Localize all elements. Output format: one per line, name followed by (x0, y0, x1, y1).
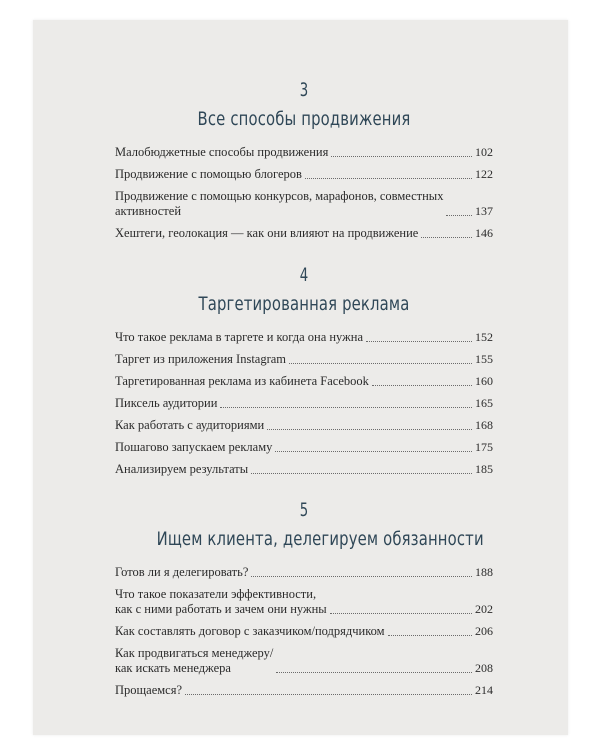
toc-list (115, 565, 493, 698)
toc-entry-page: 175 (475, 440, 493, 454)
leader-dots (372, 385, 472, 386)
chapter-number: 4 (299, 264, 309, 286)
toc-entry[interactable] (115, 440, 493, 455)
toc-entry-page: 137 (475, 204, 493, 218)
toc-entry-title: Как продвигаться менеджеру/ как искать менеджера (115, 646, 274, 675)
leader-dots (305, 178, 472, 179)
leader-dots (276, 672, 472, 673)
toc-entry-title: Продвижение с помощью конкурсов, марафонов, совместных активностей (115, 189, 444, 218)
toc-entry[interactable] (115, 646, 493, 676)
toc-entry-page: 122 (475, 167, 493, 181)
toc-entry-page: 188 (475, 565, 493, 579)
toc-entry-title: Хештеги, геолокация — как они влияют на продвижение (115, 226, 419, 240)
toc-entry[interactable] (115, 587, 493, 617)
toc-entry-page: 165 (475, 396, 493, 410)
toc-entry-page: 185 (475, 462, 493, 476)
toc-entry[interactable] (115, 624, 493, 639)
toc-entry[interactable] (115, 145, 493, 160)
leader-dots (446, 215, 472, 216)
leader-dots (366, 341, 472, 342)
toc-list (115, 145, 493, 241)
toc-entry[interactable] (115, 683, 493, 698)
toc-entry[interactable] (115, 226, 493, 241)
toc-entry-title: Прощаемся? (115, 683, 183, 697)
toc-entry-page: 202 (475, 602, 493, 616)
toc-entry-title: Таргетированная реклама из кабинета Facebook (115, 374, 369, 388)
chapter-number: 5 (299, 499, 309, 521)
leader-dots (330, 613, 472, 614)
toc-entry[interactable] (115, 167, 493, 182)
toc-entry[interactable] (115, 374, 493, 389)
toc-entry-title: Готов ли я делегировать? (115, 565, 249, 579)
toc-entry-title: Что такое реклама в таргете и когда она нужна (115, 330, 364, 344)
chapter-title: Все способы продвижения (197, 108, 411, 130)
toc-entry-page: 208 (475, 661, 493, 675)
toc-entry-page: 168 (475, 418, 493, 432)
toc-entry[interactable] (115, 462, 493, 477)
toc-entry-title: Как составлять договор с заказчиком/подрядчиком (115, 624, 385, 638)
toc-entry-title: Что такое показатели эффективности, как с ними работать и зачем они нужны (115, 587, 327, 616)
toc-entry-page: 146 (475, 226, 493, 240)
toc-entry[interactable] (115, 396, 493, 411)
toc-entry-page: 206 (475, 624, 493, 638)
toc-list (115, 330, 493, 477)
toc-entry-title: Пошагово запускаем рекламу (115, 440, 273, 454)
chapter-title: Таргетированная реклама (198, 293, 410, 315)
leader-dots (289, 363, 472, 364)
toc-entry-title: Пиксель аудитории (115, 396, 218, 410)
toc-entry-title: Таргет из приложения Instagram (115, 352, 287, 366)
toc-entry[interactable] (115, 565, 493, 580)
toc-entry-page: 214 (475, 683, 493, 697)
toc-entry-title: Анализируем результаты (115, 462, 249, 476)
leader-dots (331, 156, 472, 157)
leader-dots (421, 237, 472, 238)
leader-dots (220, 407, 472, 408)
chapter-5 (115, 500, 493, 705)
toc-entry[interactable] (115, 418, 493, 433)
chapter-title: Ищем клиента, делегируем обязанности (156, 528, 484, 550)
toc-entry[interactable] (115, 189, 493, 219)
chapter-4 (115, 265, 493, 484)
leader-dots (185, 694, 472, 695)
toc-entry-title: Малобюджетные способы продвижения (115, 145, 329, 159)
toc-entry-page: 155 (475, 352, 493, 366)
toc-entry-title: Как работать с аудиториями (115, 418, 265, 432)
toc-entry[interactable] (115, 330, 493, 345)
leader-dots (267, 429, 472, 430)
toc-entry-page: 152 (475, 330, 493, 344)
leader-dots (251, 576, 472, 577)
chapter-number: 3 (299, 79, 309, 101)
chapter-3 (115, 80, 493, 248)
toc-entry-title: Продвижение с помощью блогеров (115, 167, 302, 181)
toc-entry[interactable] (115, 352, 493, 367)
book-page (33, 20, 568, 735)
leader-dots (388, 635, 472, 636)
toc-entry-page: 160 (475, 374, 493, 388)
leader-dots (251, 473, 472, 474)
toc-entry-page: 102 (475, 145, 493, 159)
leader-dots (275, 451, 472, 452)
